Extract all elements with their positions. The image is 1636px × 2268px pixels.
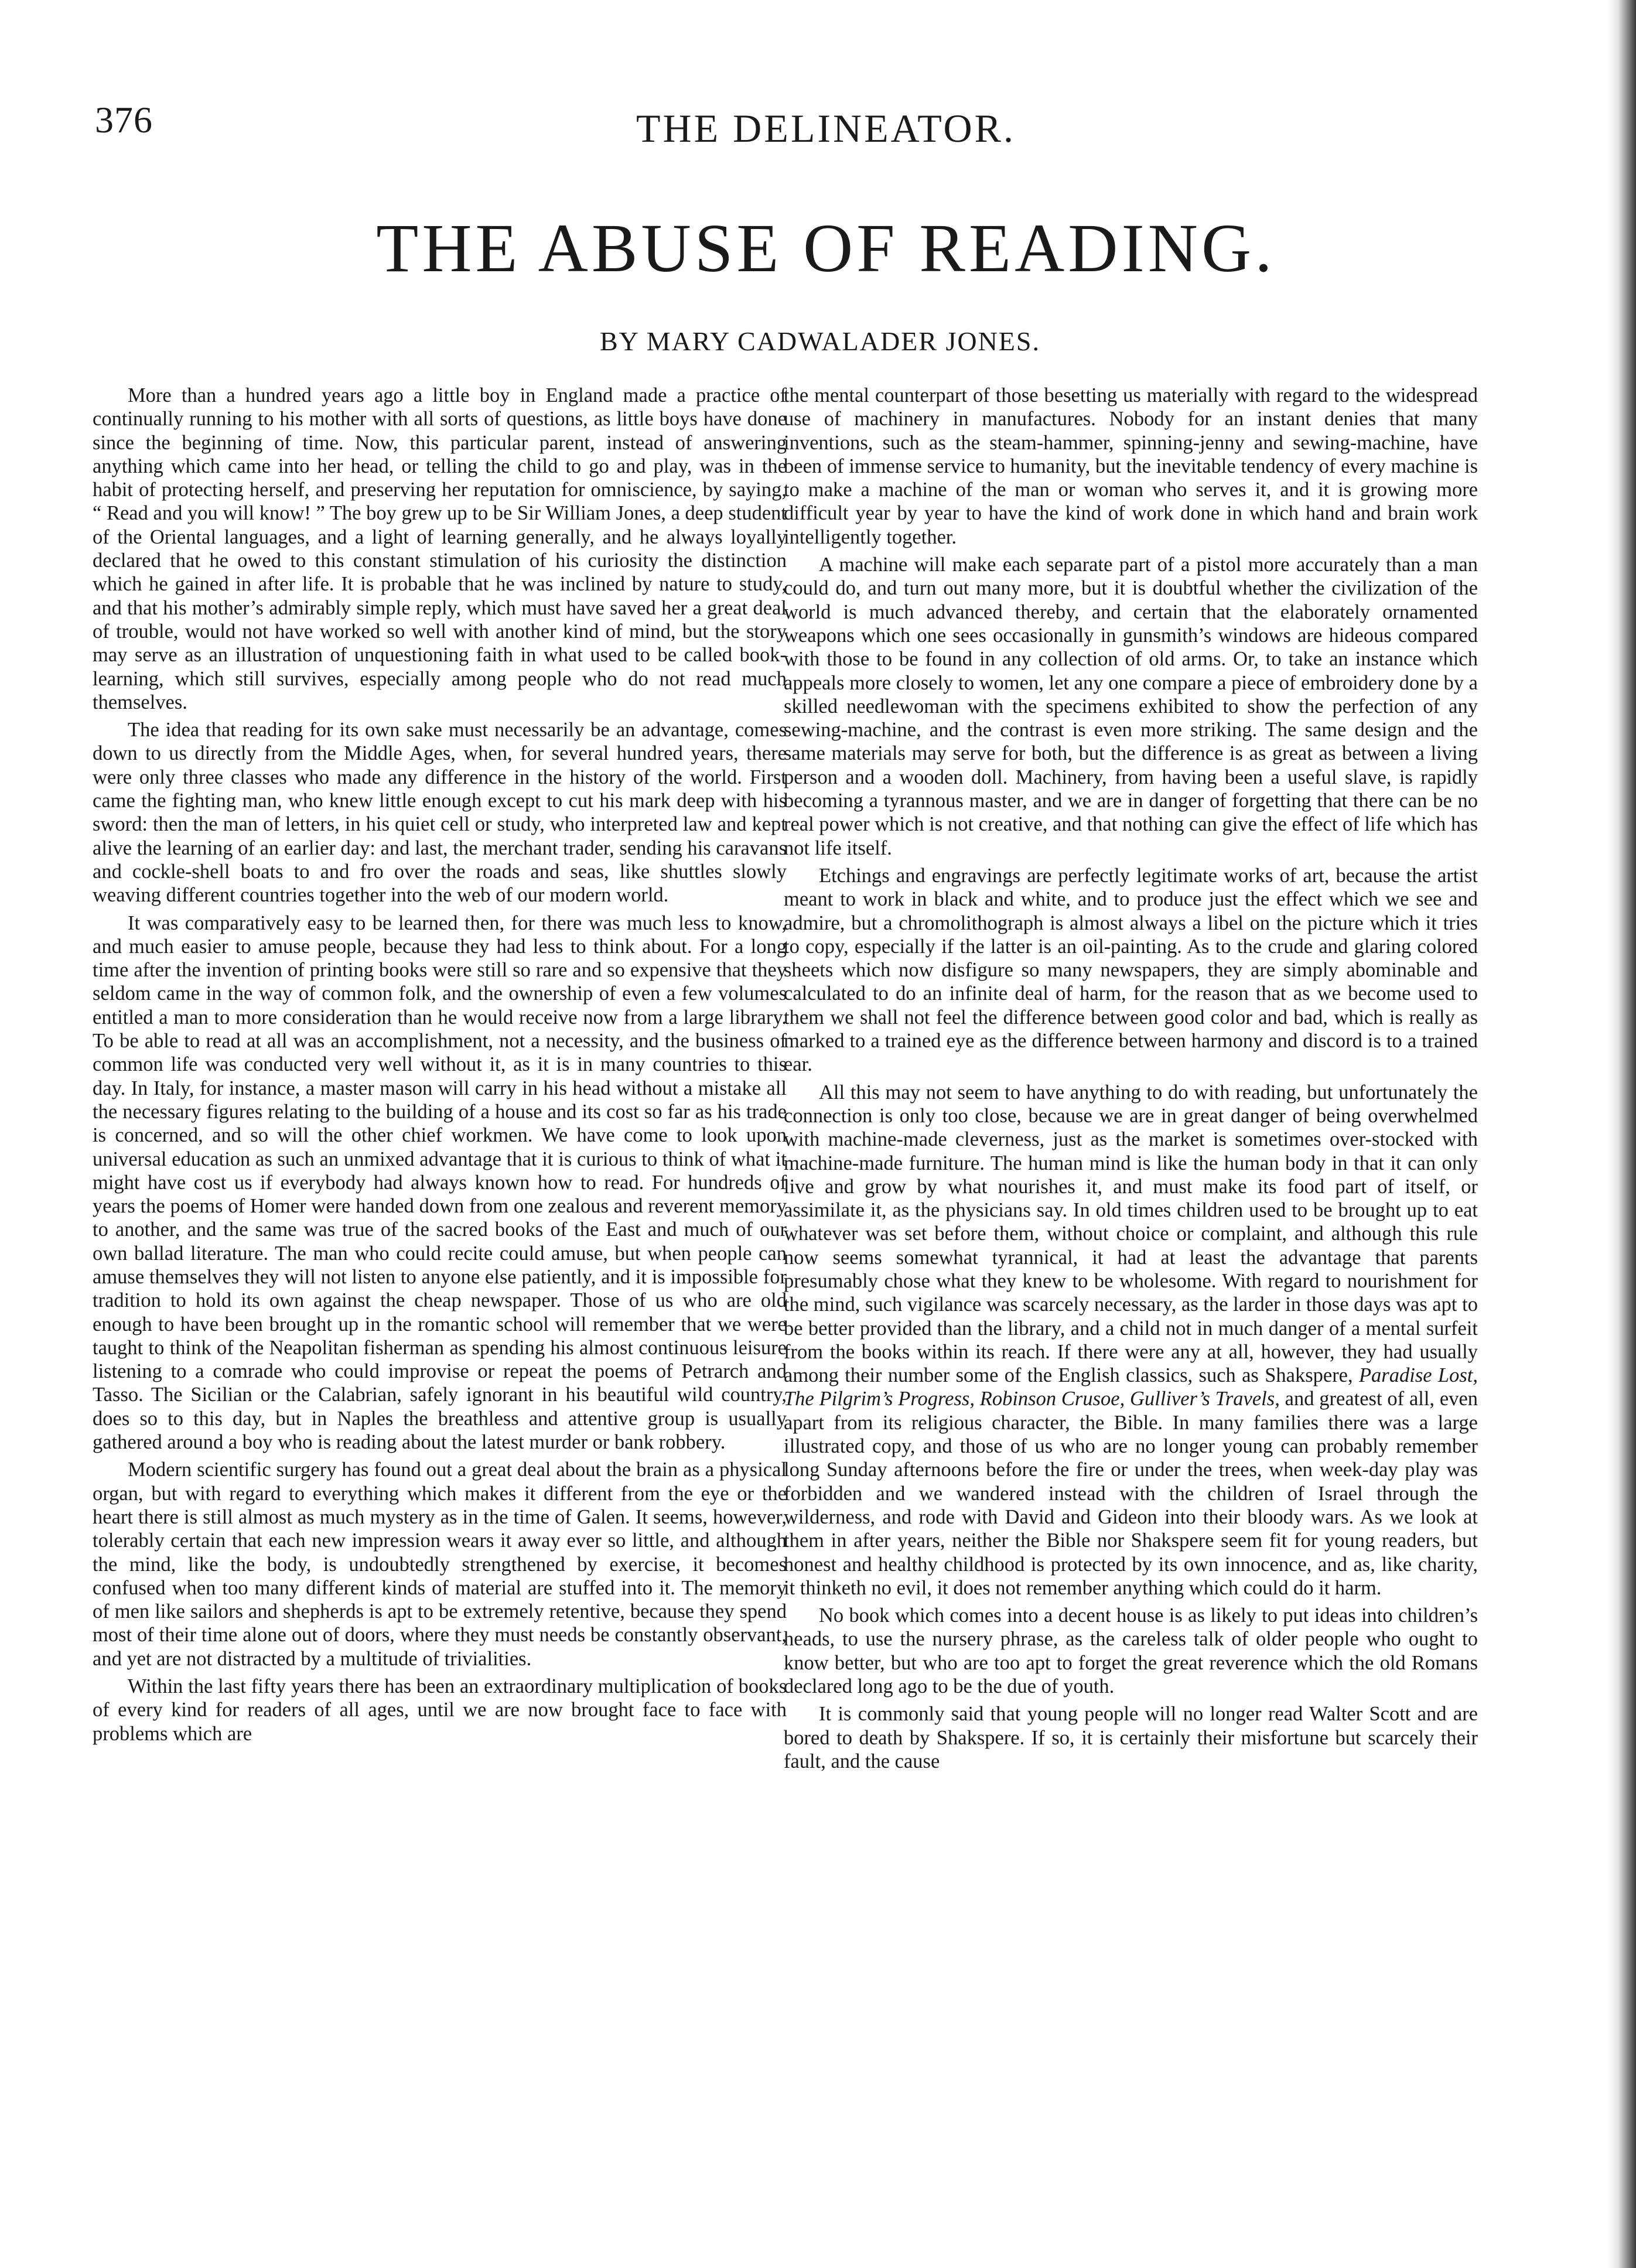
paragraph: A machine will make each separate part of a pistol more accurately than a man could do, and turn out many more, but it is doubtful whether the civilization of the world is much advanced thereby, and certain that the elaborately ornamented weapons which one sees occasionally in gunsmith’s windows are hideous compared with those to be found in any collection of old arms. Or, to take an instance which appeals more closely to women, let any one compare a piece of embroidery done by a skilled needlewoman with the specimens exhibited to show the perfection of any sewing-machine, and the contrast is even more striking. The same design and the same materials may serve for both, but the difference is as great as between a living person and a wooden doll. Machinery, from having been a useful slave, is rapidly becoming a tyrannous master, and we are in danger of forgetting that there can be no real power which is not creative, and that nothing can give the effect of life which has not life itself. bbox=[784, 554, 1478, 859]
paragraph-continued: the mental counterpart of those besetting us materially with regard to the widespread use of machinery in manufactures. Nobody for an instant denies that many inventions, such as the steam-hammer, spinning-jenny and sewing-machine, have been of immense service to humanity, but the inevitable tendency of every machine is to make a machine of the man or woman who serves it, and it is growing more difficult year by year to have the kind of work done in which hand and brain work intelligently together. bbox=[784, 384, 1478, 548]
paragraph: More than a hundred years ago a little boy in England made a practice of continually running to his mother with all sorts of questions, as little boys have done since the beginning of time. Now, this particular parent, instead of answering anything which came into her head, or telling the child to go and play, was in the habit of protecting herself, and preserving her reputation for omniscience, by saying, “ Read and you will know! ” The boy grew up to be Sir William Jones, a deep student of the Oriental languages, and a light of learning generally, and he always loyally declared that he owed to this constant stimulation of his curiosity the distinction which he gained in after life. It is probable that he was inclined by nature to study, and that his mother’s admirably simple reply, which must have saved her a great deal of trouble, would not have worked so well with another kind of mind, but the story may serve as an illustration of unquestioning faith in what used to be called book-learning, which still survives, especially among people who do not read much themselves. bbox=[93, 384, 787, 713]
paragraph-text: and greatest of all, even apart from its religious character, the Bible. In many families there was a large illustrated copy, and those of us who are no longer young can probably remember long Sunday afternoons before the fire or under the trees, when week-day play was forbidden and we wandered instead with the children of Israel through the wilderness, and rode with David and Gideon into their bloody wars. As we look at them in after years, neither the Bible nor Shakspere seem fit for young readers, but honest and healthy childhood is protected by its own innocence, and as, like charity, it thinketh no evil, it does not remember anything which could do it harm. bbox=[784, 1388, 1478, 1599]
paragraph: Etchings and engravings are perfectly legitimate works of art, because the artist meant to work in black and white, and to produce just the effect which we see and admire, but a chromolithograph is almost always a libel on the picture which it tries to copy, especially if the latter is an oil-painting. As to the crude and glaring colored sheets which now disfigure so many newspapers, they are simply abominable and calculated to do an infinite deal of harm, for the reason that as we become used to them we shall not feel the difference between good color and bad, which is really as marked to a trained eye as the difference between harmony and discord is to a trained ear. bbox=[784, 864, 1478, 1076]
paragraph: Within the last fifty years there has been an extraordinary multiplication of books of every kind for readers of all ages, until we are now brought face to face with problems which are bbox=[93, 1675, 787, 1745]
paragraph: No book which comes into a decent house is as likely to put ideas into children’s heads, to use the nursery phrase, as the careless talk of older people who ought to know better, but who are too apt to forget the great reverence which the old Romans declared long ago to be the due of youth. bbox=[784, 1604, 1478, 1698]
article-title: THE ABUSE OF READING. bbox=[376, 210, 1276, 286]
paragraph: It was comparatively easy to be learned then, for there was much less to know, and much easier to amuse people, because they had less to think about. For a long time after the invention of printing books were still so rare and so expensive that they seldom came in the way of common folk, and the ownership of even a few volumes entitled a man to more consideration than he would receive now from a large library. To be able to read at all was an accomplishment, not a necessity, and the business of common life was conducted very well without it, as it is in many countries to this day. In Italy, for instance, a master mason will carry in his head without a mistake all the necessary figures relating to the building of a house and its cost so far as his trade is concerned, and so will the other chief workmen. We have come to look upon universal education as such an unmixed advantage that it is curious to think of what it might have cost us if everybody had always known how to read. For hundreds of years the poems of Homer were handed down from one zealous and reverent memory to another, and the same was true of the sacred books of the East and much of our own ballad literature. The man who could recite could amuse, but when people can amuse themselves they will not listen to anyone else patiently, and it is impossible for tradition to hold its own against the cheap newspaper. Those of us who are old enough to have been brought up in the romantic school will remember that we were taught to think of the Neapolitan fisherman as spending his almost continuous leisure listening to a comrade who could improvise or repeat the poems of Petrarch and Tasso. The Sicilian or the Calabrian, safely ignorant in his beautiful wild country, does so to this day, but in Naples the breathless and attentive group is usually gathered around a boy who is reading about the latest murder or bank robbery. bbox=[93, 911, 787, 1454]
running-head: THE DELINEATOR. bbox=[636, 106, 1016, 151]
page-number: 376 bbox=[95, 99, 153, 141]
text-column-left bbox=[93, 384, 787, 2217]
text-column-right bbox=[784, 384, 1478, 2217]
paragraph-text: All this may not seem to have anything to do with reading, but unfortunately the connection is only too close, because we are in great danger of being overwhelmed with machine-made cleverness, just as the market is sometimes over-stocked with machine-made furniture. The human mind is like the human body in that it can only live and grow by what nourishes it, and must make its food part of itself, or assimilate it, as the physicians say. In old times children used to be brought up to eat whatever was set before them, without choice or complaint, and although this rule now seems somewhat tyrannical, it had at least the advantage that parents presumably chose what they knew to be wholesome. With regard to nourishment for the mind, such vigilance was scarcely necessary, as the larder in those days was apt to be better provided than the library, and a child not in much danger of a mental surfeit from the books within its reach. If there were any at all, however, they had usually among their number some of the English classics, such as Shakspere, bbox=[784, 1081, 1478, 1387]
book-titles-italic: Paradise Lost, The Pilgrim’s Progress, Robinson Crusoe, Gulliver’s Travels, bbox=[784, 1364, 1478, 1410]
scan-edge-shadow bbox=[1608, 0, 1636, 2268]
article-byline: BY MARY CADWALADER JONES. bbox=[600, 326, 1040, 356]
paragraph bbox=[784, 1081, 1478, 1600]
paragraph: It is commonly said that young people will no longer read Walter Scott and are bored to death by Shakspere. If so, it is certainly their misfortune but scarcely their fault, and the cause bbox=[784, 1703, 1478, 1772]
paragraph: The idea that reading for its own sake must necessarily be an advantage, comes down to us directly from the Middle Ages, when, for several hundred years, there were only three classes who made any difference in the history of the world. First came the fighting man, who knew little enough except to cut his mark deep with his sword: then the man of letters, in his quiet cell or study, who interpreted law and kept alive the learning of an earlier day: and last, the merchant trader, sending his caravans and cockle-shell boats to and fro over the roads and seas, like shuttles slowly weaving different countries together into the web of our modern world. bbox=[93, 719, 787, 907]
paragraph: Modern scientific surgery has found out a great deal about the brain as a physical organ, but with regard to everything which makes it different from the eye or the heart there is still almost as much mystery as in the time of Galen. It seems, however, tolerably certain that each new impression wears it away ever so little, and although the mind, like the body, is undoubtedly strengthened by exercise, it becomes confused when too many different kinds of material are stuffed into it. The memory of men like sailors and shepherds is apt to be extremely retentive, because they spend most of their time alone out of doors, where they must needs be constantly observant, and yet are not distracted by a multitude of trivialities. bbox=[93, 1459, 787, 1670]
